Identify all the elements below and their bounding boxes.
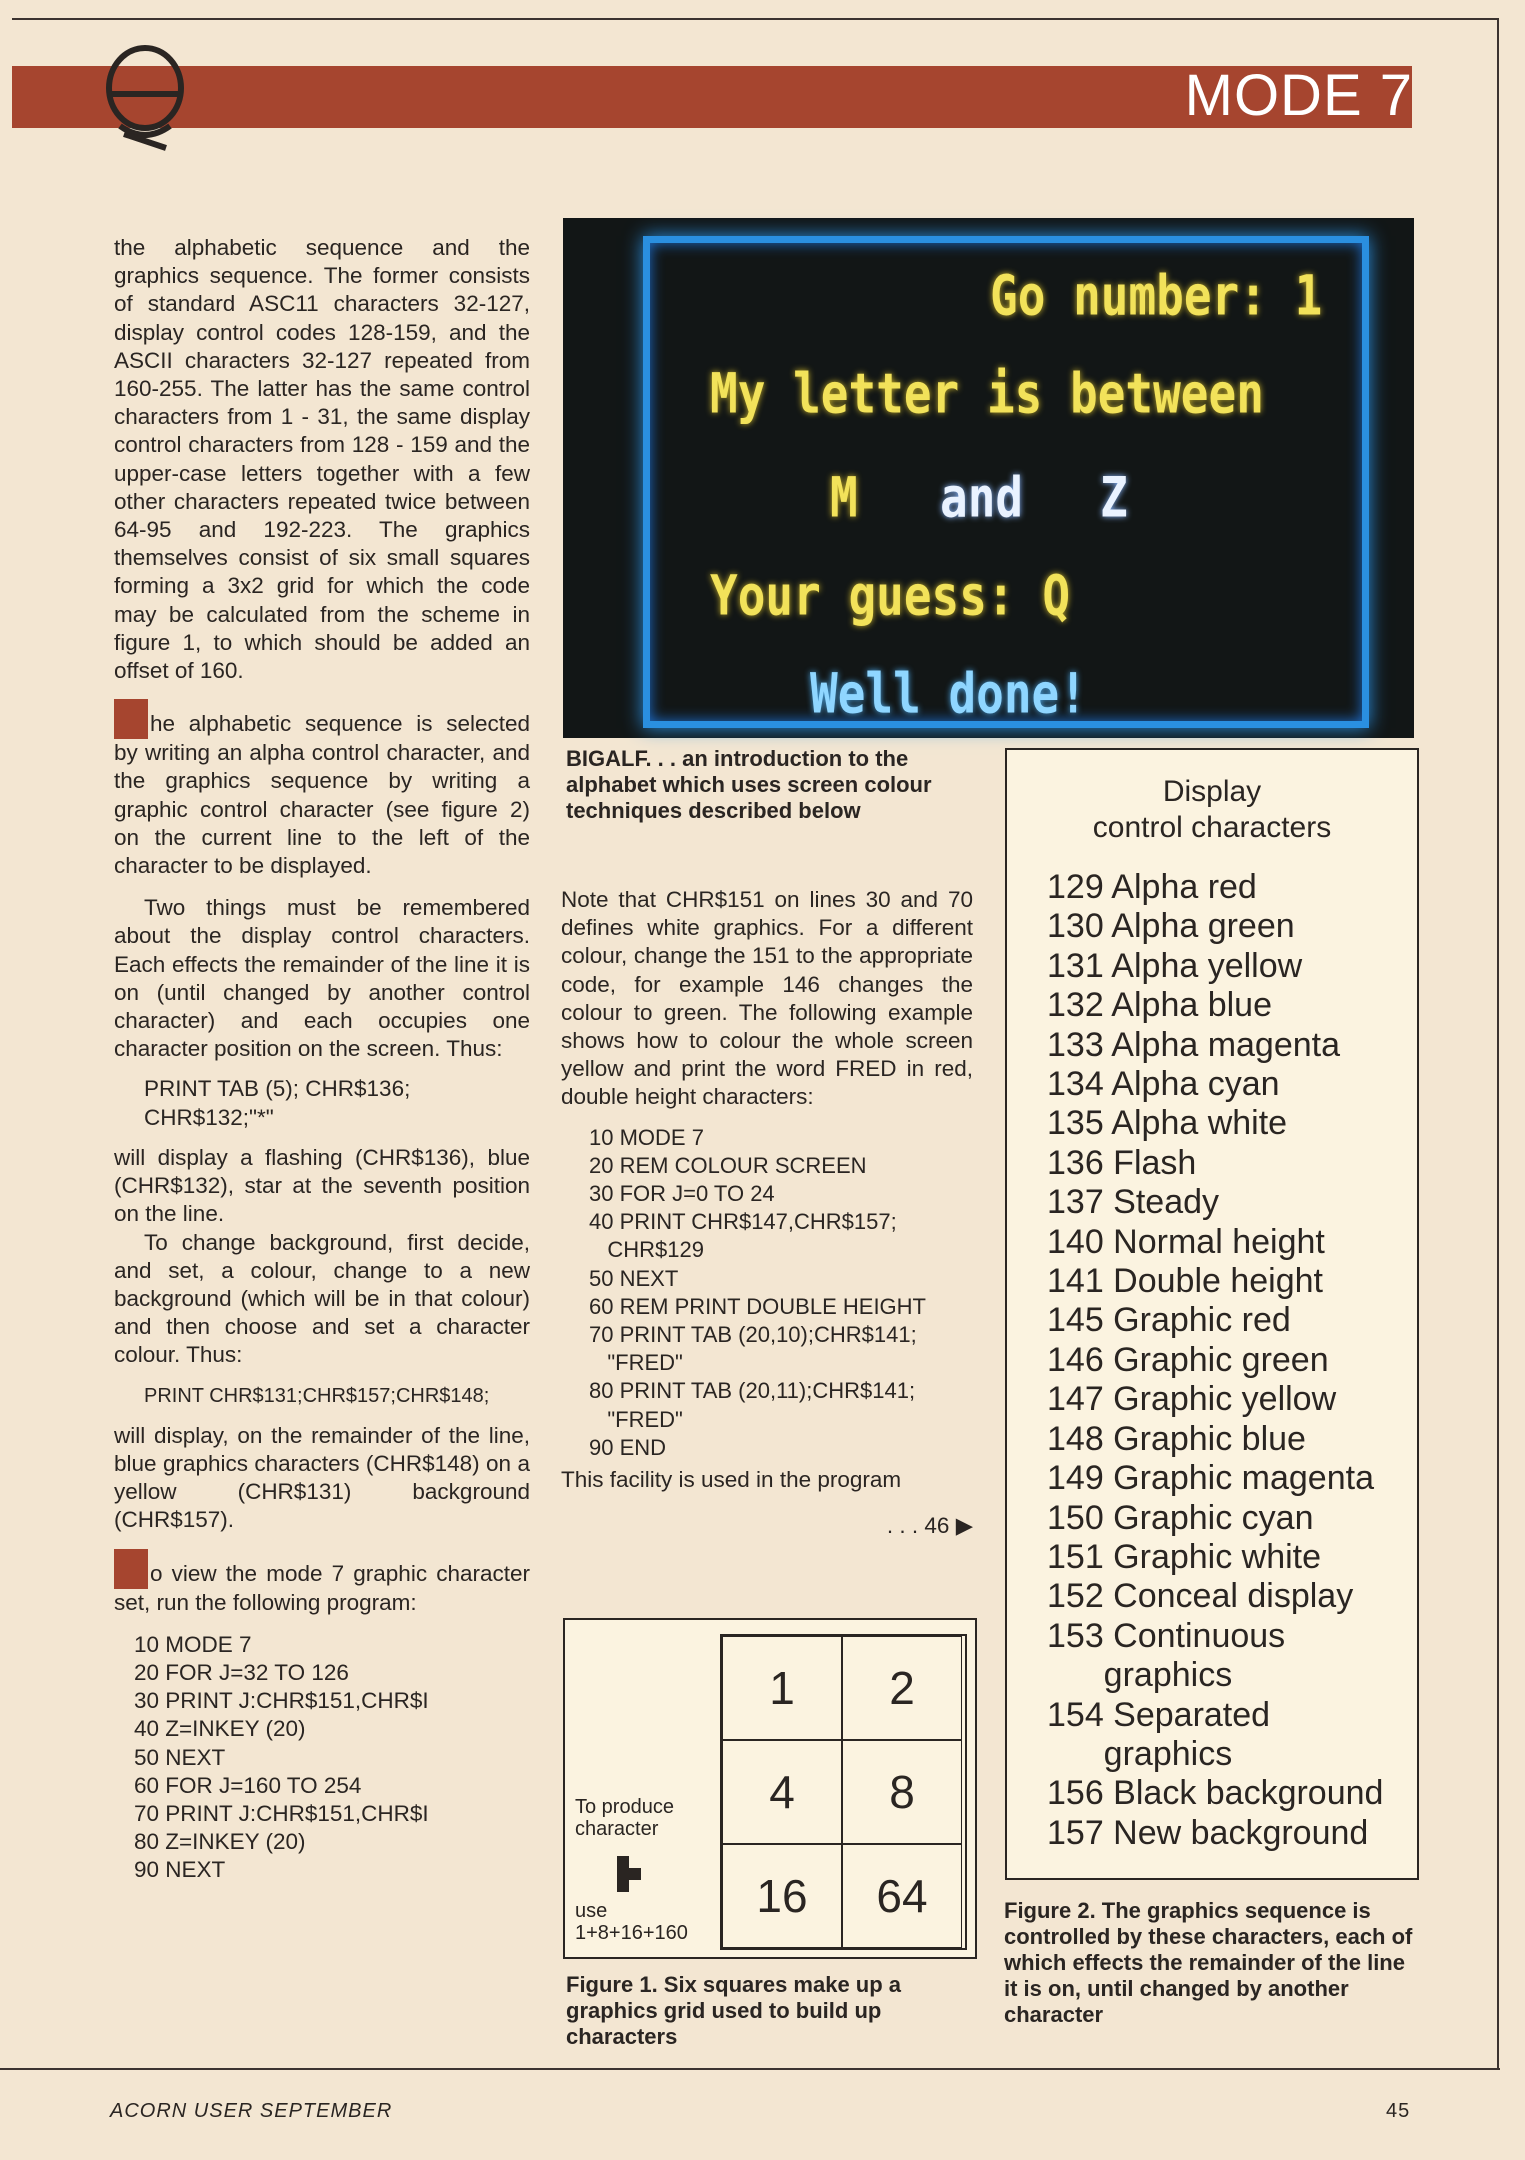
- control-character-list: [1047, 868, 1383, 1853]
- paragraph: will display, on the remainder of the line, blue graphics characters (CHR$148) on a yellow (CHR$131) background (CHR$157).: [114, 1422, 530, 1533]
- page-title: MODE 7: [1184, 63, 1413, 128]
- grid-cell: 8: [842, 1740, 962, 1844]
- crt-line: and: [940, 465, 1024, 530]
- figure-label: use 1+8+16+160: [575, 1900, 688, 1944]
- graphic-character-icon: [617, 1856, 641, 1892]
- control-character-item: 136 Flash: [1047, 1143, 1197, 1182]
- paragraph: Two things must be remembered about the display control characters. Each effects the remainder of the line it is on (until changed by another control character) and each occupies one character position on the screen. Thus:: [114, 895, 530, 1062]
- crt-line: My letter is between: [710, 361, 1264, 426]
- grid-cell: 16: [722, 1844, 842, 1948]
- grid-cell: 1: [722, 1636, 842, 1740]
- column-1: [114, 234, 530, 1885]
- drop-cap-t-icon: [114, 1549, 148, 1589]
- control-character-item: 152 Conceal display: [1047, 1577, 1354, 1616]
- paragraph: This facility is used in the program: [561, 1467, 902, 1493]
- figure-2: [1005, 748, 1419, 1880]
- page-number: 45: [1386, 2100, 1411, 2122]
- control-character-item: 131 Alpha yellow: [1047, 946, 1303, 985]
- figure-1: [563, 1618, 977, 1959]
- crt-display: [643, 236, 1369, 728]
- crt-line: Z: [1100, 465, 1128, 530]
- control-character-item: 133 Alpha magenta: [1047, 1025, 1341, 1064]
- control-character-item: 130 Alpha green: [1047, 907, 1295, 946]
- control-character-item: 150 Graphic cyan: [1047, 1498, 1314, 1537]
- grid-cell: 4: [722, 1740, 842, 1844]
- control-character-item: 157 New background: [1047, 1813, 1369, 1852]
- control-character-item: 146 Graphic green: [1047, 1340, 1329, 1379]
- control-character-item: 149 Graphic magenta: [1047, 1459, 1374, 1498]
- figure-label: To produce character: [575, 1796, 674, 1840]
- paragraph: will display a flashing (CHR$136), blue (CHR$132), star at the seventh position on the line.: [114, 1144, 530, 1227]
- drop-cap-t-icon: [114, 699, 148, 739]
- footer-rule: [0, 2068, 1500, 2070]
- figure-2-caption: Figure 2. The graphics sequence is controlled by these characters, each of which effects the remainder of the line it is on, until changed by another character: [1004, 1898, 1413, 2027]
- code-snippet: PRINT CHR$131;CHR$157;CHR$148;: [144, 1384, 490, 1407]
- control-character-item: 137 Steady: [1047, 1183, 1220, 1222]
- figure-1-caption: Figure 1. Six squares make up a graphics grid used to build up characters: [566, 1972, 902, 2049]
- control-character-item: 141 Double height: [1047, 1262, 1324, 1301]
- photo-caption: BIGALF. . . an introduction to the alphabet which uses screen colour techniques described below: [566, 746, 932, 823]
- figure-title: Display control characters: [1092, 775, 1332, 844]
- paragraph: the alphabetic sequence and the graphics sequence. The former consists of standard ASC11 characters 32-127, display control codes 128-159, and the ASCII characters 32-127 repeated from 160-255. The latter has the same control characters from 1 - 31, the same display control characters from 128 - 159 and the upper-case letters together with a few other characters repeated twice between 64-95 and 192-223. The graphics themselves consist of six small squares forming a 3x2 grid for which the code may be calculated from the scheme in figure 1, to which should be added an offset of 160.: [114, 235, 530, 684]
- grid-cell: 64: [842, 1844, 962, 1948]
- control-character-item: 132 Alpha blue: [1047, 986, 1272, 1025]
- grid-cell: 2: [842, 1636, 962, 1740]
- paragraph: To change background, first decide, and set, a colour, change to a new background (which will be in that colour) and then choose and set a character colour. Thus:: [114, 1229, 530, 1368]
- crt-line: Your guess: Q: [710, 563, 1071, 628]
- control-character-item: 151 Graphic white: [1047, 1537, 1322, 1576]
- control-character-item: 135 Alpha white: [1047, 1104, 1288, 1143]
- control-character-item: 134 Alpha cyan: [1047, 1065, 1280, 1104]
- control-character-item: 129 Alpha red: [1047, 868, 1257, 906]
- control-character-item: 153 Continuous graphics: [1047, 1616, 1286, 1695]
- column-2: [561, 886, 973, 1540]
- control-character-item: 145 Graphic red: [1047, 1301, 1291, 1340]
- screen-photo: [563, 218, 1414, 738]
- control-character-item: 147 Graphic yellow: [1047, 1380, 1337, 1419]
- graphics-grid: [720, 1634, 967, 1950]
- footer-publication: ACORN USER SEPTEMBER: [110, 2100, 393, 2122]
- control-character-item: 148 Graphic blue: [1047, 1419, 1306, 1458]
- crt-line: M: [830, 465, 858, 530]
- paragraph: Note that CHR$151 on lines 30 and 70 defines white graphics. For a different colour, change the 151 to the appropriate code, for example 146 changes the colour to green. The following example shows how to colour the whole screen yellow and print the word FRED in red, double height characters:: [561, 887, 973, 1110]
- continued-marker: . . . 46 ▶: [886, 1513, 973, 1539]
- paragraph: he alphabetic sequence is selected by writing an alpha control character, and the graphics sequence by writing a graphic control character (see figure 2) on the current line to the left of the character to be displayed.: [114, 711, 530, 879]
- crt-line: Go number: 1: [990, 263, 1323, 328]
- code-listing: 10 MODE 7 20 FOR J=32 TO 126 30 PRINT J:CHR$151,CHR$I 40 Z=INKEY (20) 50 NEXT 60 FOR J=160 TO 254 70 PRINT J:CHR$151,CHR$I 80 Z=INKEY (20) 90 NEXT: [134, 1631, 429, 1883]
- acorn-logo-icon: [100, 44, 190, 154]
- control-character-item: 154 Separated graphics: [1047, 1695, 1271, 1773]
- code-listing: 10 MODE 7 20 REM COLOUR SCREEN 30 FOR J=0 TO 24 40 PRINT CHR$147,CHR$157; CHR$129 50 NEXT 60 REM PRINT DOUBLE HEIGHT 70 PRINT TAB (20,10);CHR$141; "FRED" 80 PRINT TAB (20,11);CHR$141; "FRED" 90 END: [589, 1124, 926, 1460]
- code-snippet: PRINT TAB (5); CHR$136; CHR$132;"*": [144, 1076, 411, 1130]
- crt-line: Well done!: [810, 661, 1087, 726]
- control-character-item: 140 Normal height: [1047, 1222, 1325, 1261]
- paragraph: o view the mode 7 graphic character set, run the following program:: [114, 1560, 530, 1615]
- control-character-item: 156 Black background: [1047, 1774, 1384, 1813]
